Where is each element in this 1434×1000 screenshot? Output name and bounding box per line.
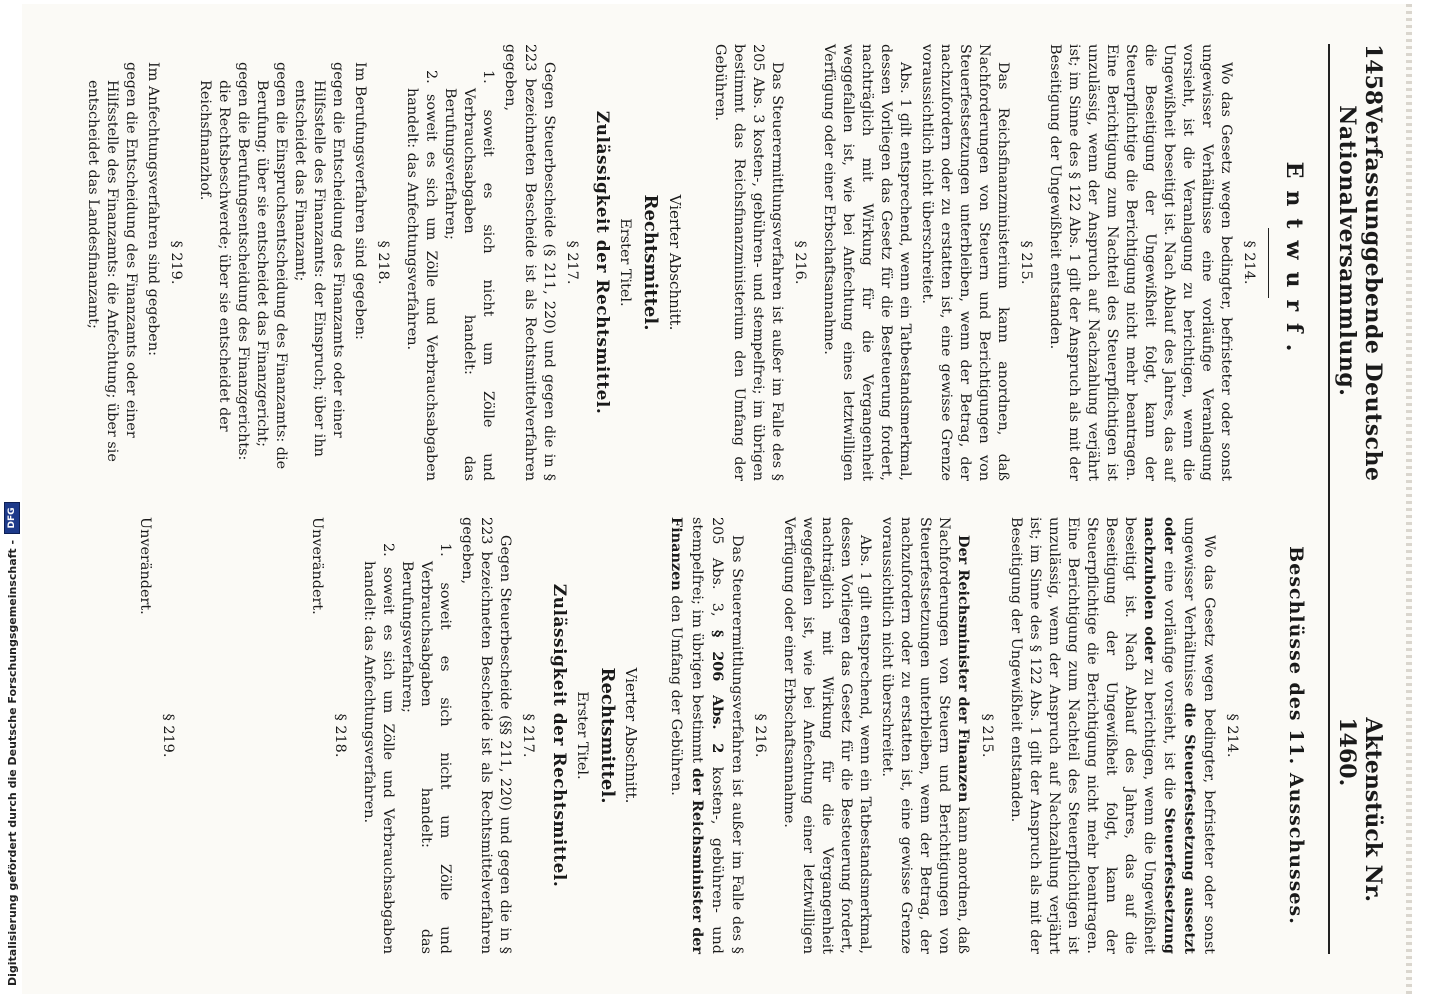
committee-s216-text-a: Das Steuerermittlungsverfahren ist außer im Falle des § 205 Abs. 3, xyxy=(708,517,745,954)
draft-s216-title: § 216. xyxy=(791,240,808,285)
committee-s214-text xyxy=(1006,517,1218,954)
draft-s216-text: Das Steuerermittlungsverfahren ist außer im Falle des § 205 Abs. 3 kosten-, gebühren- und stempelfrei; im übrigen bestimmt das Reichsfinanzministerium den Umfang der Gebühren. xyxy=(711,44,785,481)
committee-s218-unchanged: Unverändert. xyxy=(309,517,326,615)
draft-s218-intro: Im Berufungsverfahren sind gegeben: xyxy=(352,62,369,340)
committee-s215-title: § 215. xyxy=(978,713,995,758)
draft-s219-intro: Im Anfechtungsverfahren sind gegeben: xyxy=(145,62,162,356)
column-draft xyxy=(83,44,1314,481)
committee-s217-title: § 217. xyxy=(520,713,537,758)
committee-s216-text xyxy=(666,517,745,954)
draft-s219-title: § 219. xyxy=(168,240,185,285)
draft-s217-item-2: 2. soweit es sich um Zölle und Verbrauchsabgaben handelt: das Anfechtungsverfahren. xyxy=(404,70,440,481)
committee-title-label: Erster Titel. xyxy=(573,691,590,780)
committee-s219-unchanged: Unverändert. xyxy=(137,517,154,615)
two-column-body xyxy=(83,44,1314,954)
committee-s214-text-b: eine vorläufige vorsieht, ist die xyxy=(1160,553,1177,808)
digitization-credit xyxy=(4,502,20,986)
document-reference: Aktenstück Nr. 1460. xyxy=(1334,717,1386,902)
draft-title-label: Erster Titel. xyxy=(617,218,633,307)
committee-s219-title: § 219. xyxy=(160,713,177,758)
draft-s218-a: gegen die Entscheidung des Finanzamts oder einer Hilfsstelle des Finanzamts: der Einspruch; über ihn entscheidet das Finanzamt; xyxy=(292,62,347,457)
committee-s215-p2: Abs. 1 gilt entsprechend, wenn ein Tatbestandsmerkmal, dessen Vorliegen das Gesetz für die Besteuerung fordert, nachträglich mit Wirkung für die Vergangenheit weggefallen ist, wie bei Anfechtung einer letztwilligen Verfügung oder einer Erbschaftsannahme. xyxy=(780,517,873,954)
page-header xyxy=(1328,44,1386,954)
document-page xyxy=(22,4,1412,994)
credit-text: Digitalisierung gefördert durch die Deutsche Forschungsgemeinschaft - xyxy=(5,539,19,986)
committee-heading: Beschlüsse des 11. Ausschusses. xyxy=(1285,546,1307,925)
column-committee xyxy=(83,517,1314,954)
committee-s215-p1 xyxy=(877,517,973,954)
draft-s215-p2: Abs. 1 gilt entsprechend, wenn ein Tatbestandsmerkmal, dessen Vorliegen das Gesetz für die Besteuerung fordert, nachträglich mit Wirkung für die Vergangenheit weggefallen ist, wie bei Anfechtung eines letztwilligen Verfügung oder einer Erbschaftsannahme. xyxy=(820,44,913,481)
committee-s217-item-2: 2. soweit es sich um Zölle und Verbrauchsabgaben handelt: das Anfechtungsverfahren. xyxy=(361,543,397,954)
draft-s218-title: § 218. xyxy=(375,240,392,285)
committee-s215-bold: Der Reichsminister der Finanzen xyxy=(954,535,972,803)
committee-s214-bold-2: Steuerfestsetzung nachzuholen oder xyxy=(1140,517,1178,954)
draft-s219-a: gegen die Entscheidung des Finanzamts oder einer Hilfsstelle des Finanzamts: die Anfechtung; über sie entscheidet das Landesfinanzamt; xyxy=(85,62,140,462)
committee-s214-text-a: Wo das Gesetz wegen bedingter, befristeter oder sonst ungewisser Verhältnisse xyxy=(1180,517,1217,954)
draft-section-name: Rechtsmittel. xyxy=(639,194,661,331)
committee-s217-item-1: 1. soweit es sich nicht um Zölle und Verbrauchsabgaben handelt: das Berufungsverfahren; xyxy=(399,543,454,954)
draft-title-name: Zulässigkeit der Rechtsmittel. xyxy=(591,110,612,415)
page-edge xyxy=(1406,4,1412,994)
draft-s217-item-1: 1. soweit es sich nicht um Zölle und Verbrauchsabgaben handelt: das Berufungsverfahren; xyxy=(442,70,497,481)
committee-section-name: Rechtsmittel. xyxy=(596,667,618,804)
committee-s214-title: § 214. xyxy=(1223,713,1240,758)
draft-section-label: Vierter Abschnitt. xyxy=(665,194,684,331)
committee-title-name: Zulässigkeit der Rechtsmittel. xyxy=(548,583,569,888)
draft-s214-title: § 214. xyxy=(1240,240,1257,285)
committee-s218-title: § 218. xyxy=(332,713,349,758)
running-title: Verfassunggebende Deutsche Nationalversammlung. xyxy=(1334,105,1386,482)
draft-s215-title: § 215. xyxy=(1017,240,1034,285)
committee-s216-bold-2: der Reichsminister der Finanzen xyxy=(668,517,706,954)
committee-s216-title: § 216. xyxy=(751,713,768,758)
page-number: 1458 xyxy=(1360,44,1386,106)
heading-rule xyxy=(1268,228,1269,298)
dfg-logo: DFG xyxy=(4,502,20,534)
draft-s217-title: § 217. xyxy=(563,240,580,285)
committee-s217-intro: Gegen Steuerbescheide (§§ 211, 220) und gegen die in § 223 bezeichneten Bescheide ist als Rechtsmittelverfahren gegeben, xyxy=(459,517,514,954)
draft-s217-intro: Gegen Steuerbescheide (§ 211, 220) und gegen die in § 223 bezeichneten Bescheide ist als Rechtsmittelverfahren gegeben, xyxy=(502,44,557,481)
committee-s216-bold-1: § 206 Abs. 2 xyxy=(708,629,726,754)
draft-s214-text: Wo das Gesetz wegen bedingter, befristeter oder sonst ungewisser Verhältnisse eine vorläufige Veranlagung vorsieht, ist die Veranlagung zu berichtigen, wenn die Ungewißheit beseitigt ist. Nach Ablauf des Jahres, das auf die Beseitigung der Ungewißheit folgt, kann der Steuerpflichtige die Berichtigung nicht mehr beantragen. Eine Berichtigung zum Nachteil des Steuerpflichtigen ist unzulässig, wenn der Anspruch auf Nachzahlung verjährt ist; im Sinne des § 122 Abs. 1 gilt der Anspruch als mit der Beseitigung der Ungewißheit entstanden. xyxy=(1046,44,1234,481)
draft-s218-b: gegen die Einspruchsentscheidung des Finanzamts: die Berufung; über sie entscheidet das Finanzgericht; xyxy=(254,62,290,470)
draft-s218-c: gegen die Berufungsentscheidung des Finanzgerichts: die Rechtsbeschwerde; über sie entscheidet der Reichsfinanzhof. xyxy=(197,62,252,461)
committee-s214-bold-1: die Steuerfestsetzung aussetzt oder xyxy=(1160,517,1198,955)
draft-heading: Entwurf. xyxy=(1281,161,1307,364)
committee-s216-text-c: den Umfang der Gebühren. xyxy=(668,590,685,796)
committee-s214-text-c: zu berichtigen, wenn die Ungewißheit beseitigt ist. Nach Ablauf des Jahres, das auf die Beseitigung der Ungewißheit folgt, kann der Steuerpflichtige die Berichtigung nicht mehr beantragen. Eine Berichtigung zum Nachteil des Steuerpflichtigen ist unzulässig, wenn der Anspruch auf Nachzahlung verjährt ist; im Sinne des § 122 Abs. 1 gilt der Anspruch als mit der Beseitigung der Ungewißheit entstanden. xyxy=(1007,517,1157,955)
draft-s215-p1: Das Reichsfinanzministerium kann anordnen, daß Nachforderungen von Steuern und Berichtigungen von Steuerfestsetzungen unterbleiben, wenn der Betrag, der nachzufordern oder zu erstatten ist, eine gewisse Grenze voraussichtlich nicht überschreitet. xyxy=(918,44,1011,481)
committee-s215-p1-text: kann anordnen, daß Nachforderungen von Steuern und Berichtigungen von Steuerfestsetzungen unterbleiben, wenn der Betrag, der nachzufordern oder zu erstatten ist, eine gewisse Grenze voraussichtlich nicht überschreitet. xyxy=(878,517,971,954)
committee-section-label: Vierter Abschnitt. xyxy=(622,667,641,804)
committee-s216-text-b: kosten-, gebühren- und stempelfrei; im übrigen bestimmt xyxy=(688,517,725,954)
